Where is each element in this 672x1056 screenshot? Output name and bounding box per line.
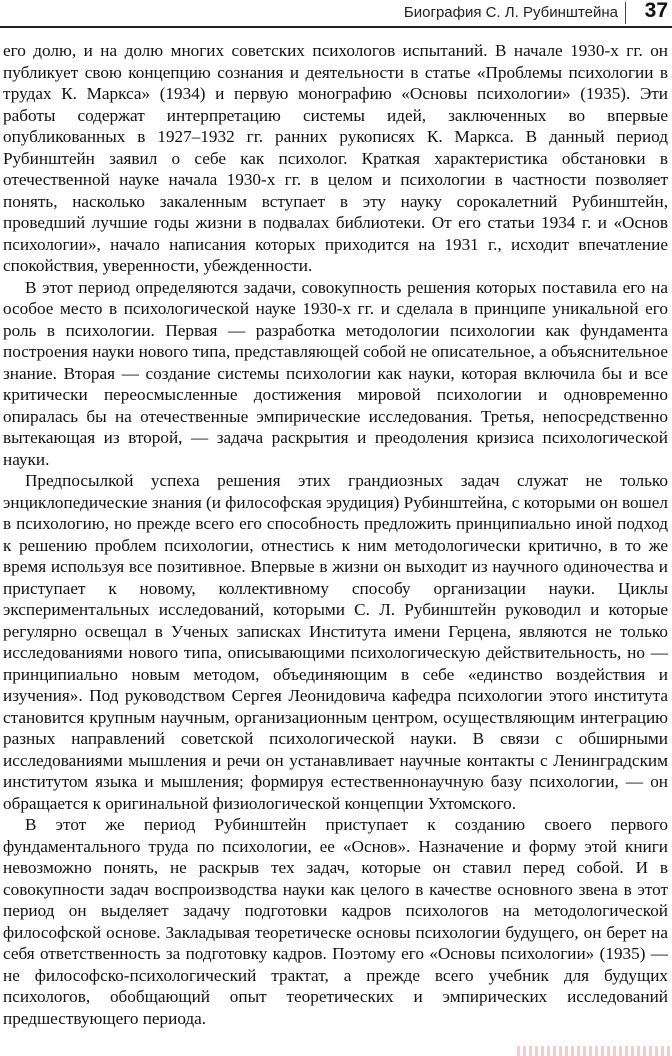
scan-edge-mark <box>517 1046 672 1056</box>
body-text <box>3 40 668 1029</box>
paragraph-2: В этот период определяются задачи, совокупность решения которых поставила его на особое место в психологической науке 1930-х гг. и сделала в принципе уникальной его роль в психологии. Первая — разработка методологии психологии как фундамента построения науки нового типа, представляющей собой не описательное, а объяснительное знание. Вторая — создание системы психологии как науки, которая включила бы и все критически переосмысленные достижения мировой психологии и одновременно опиралась бы на отечественные эмпирические исследования. Третья, непосредственно вытекающая из второй, — задача раскрытия и преодоления кризиса психологической науки. <box>3 277 668 469</box>
paragraph-1: его долю, и на долю многих советских психологов испытаний. В начале 1930-х гг. он публикует свою концепцию сознания и деятельности в статье «Проблемы психологии в трудах К. Маркса» (1934) и первую монографию «Основы психологии» (1935). Эти работы содержат интерпретацию системы идей, заключенных во впервые опубликованных в 1927–1932 гг. ранних рукописях К. Маркса. В данный период Рубинштейн заявил о себе как психолог. Краткая характеристика обстановки в отечественной науке начала 1930-х гг. в целом и психологии в частности позволяет понять, насколько закаленным вступает в эту науку сорокалетний Рубинштейн, проведший лучшие годы жизни в подвалах библиотеки. От его статьи 1934 г. и «Основ психологии», начало написания которых приходится на 1931 г., исходит впечатление спокойствия, уверенности, убежденности. <box>3 41 668 275</box>
running-header-title: Биография С. Л. Рубинштейна <box>403 4 618 21</box>
header-divider <box>625 2 626 24</box>
paragraph-4: В этот же период Рубинштейн приступает к созданию своего первого фундаментального труда по психологии, ее «Основ». Назначение и форму этой книги невозможно понять, не раскрыв тех задач, которые он ставил перед собой. И в совокупности задач воспроизводства науки как целого в качестве основного звена в этот период он выделяет задачу подготовки кадров психологов на методологической философской основе. Закладывая теоретическе основы психологии будущего, он берет на себя ответственность за подготовку кадров. Поэтому его «Основы психологии» (1935) — не философско-психологический трактат, а прежде всего учебник для будущих психологов, обобщающий опыт теоретических и эмпирических исследований предшествующего периода. <box>3 815 668 1028</box>
paragraph-3: Предпосылкой успеха решения этих грандиозных задач служат не только энциклопедические знания (и философская эрудиция) Рубинштейна, с которыми он вошел в психологию, но прежде всего его способность предложить принципиально иной подход к решению проблем психологии, отнестись к ним методологически критично, в то же время используя все позитивное. Впервые в жизни он выходит из научного одиночества и приступает к новому, коллективному способу организации науки. Циклы экспериментальных исследований, которыми С. Л. Рубинштейн руководил и которые регулярно освещал в Ученых записках Института имени Герцена, являются не только исследованиями нового типа, описывающими психологическую действительность, но — принципиально новым методом, объединяющим в себе «единство воздействия и изучения». Под руководством Сергея Леонидовича кафедра психологии этого института становится крупным научным, организационным центром, осуществляющим интеграцию разных направлений советской психологической науки. В связи с обширными исследованиями мышления и речи он устанавливает научные контакты с Ленинградским институтом языка и мышления; формируя естественнонаучную базу психологии, — он обращается к оригинальной физиологической концепции Ухтомского. <box>3 471 668 813</box>
page-number: 37 <box>644 0 668 22</box>
running-header <box>0 0 672 28</box>
